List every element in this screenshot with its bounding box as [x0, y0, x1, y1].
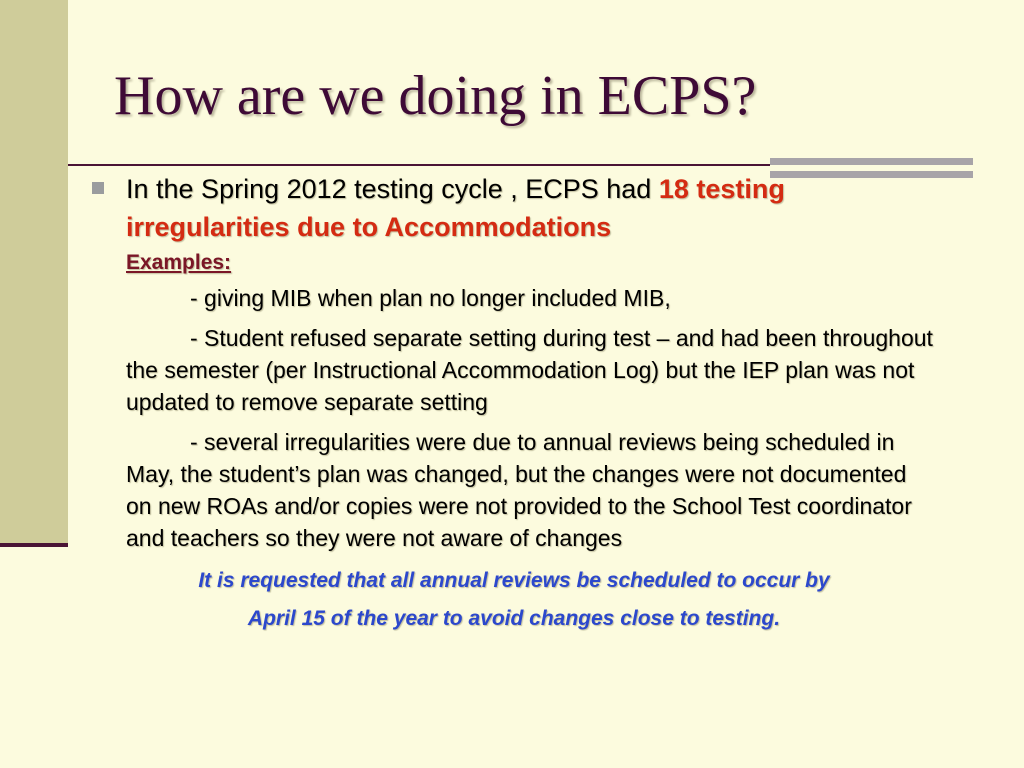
example-item: - giving MIB when plan no longer included MIB, — [190, 285, 671, 311]
title-divider — [68, 164, 770, 166]
examples-label: Examples: — [126, 251, 232, 274]
accent-bar-top — [770, 158, 973, 165]
example-item: - several irregularities were due to annual reviews being scheduled in May, the student’s plan was changed, but the changes were not documented on new ROAs and/or copies were not provided to the School Test coordinator and teachers so they were not aware of changes — [126, 429, 912, 551]
left-decorative-bar — [0, 0, 68, 546]
left-bar-underline — [0, 543, 68, 547]
bullet-square-icon — [92, 182, 104, 194]
irregularities-highlight: 18 testing irregularities due to Accommodations — [126, 174, 785, 242]
bullet-text — [126, 170, 936, 246]
request-note — [114, 562, 914, 638]
request-line-2: April 15 of the year to avoid changes close to testing. — [247, 607, 781, 630]
example-item: - Student refused separate setting during test – and had been throughout the semester (per Instructional Accommodation Log) but the IEP plan was not updated to remove separate setting — [126, 325, 933, 415]
bullet-lead-text: In the Spring 2012 testing cycle , ECPS had — [126, 174, 659, 204]
slide-body — [126, 170, 936, 638]
request-line-1: It is requested that all annual reviews be scheduled to occur by — [198, 569, 830, 592]
slide-title: How are we doing in ECPS? — [114, 65, 757, 127]
